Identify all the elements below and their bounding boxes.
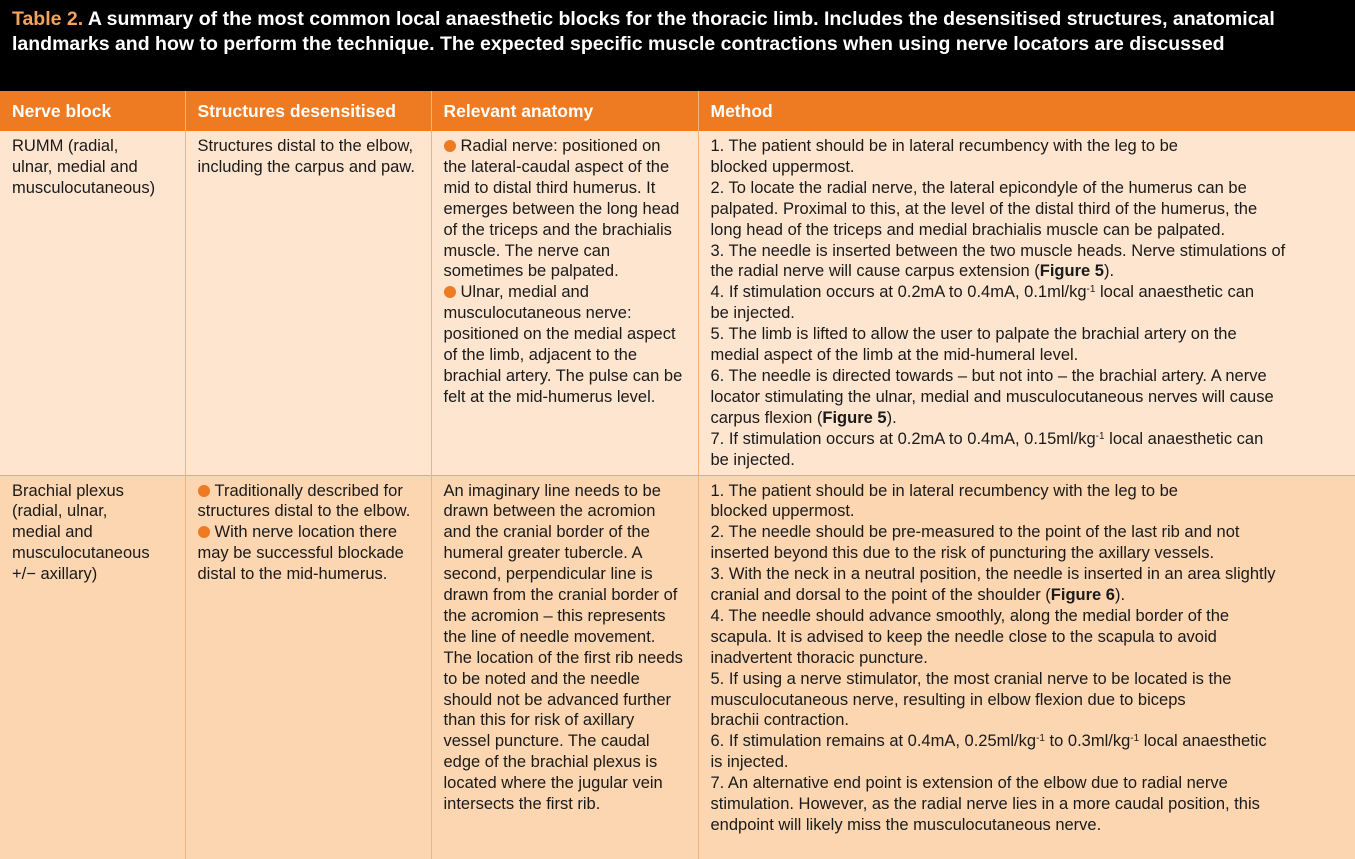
- method-text: is injected.: [710, 753, 789, 772]
- method-text: 1. The patient should be in lateral recumbency with the leg to be: [710, 137, 1178, 155]
- cell-text-line: Brachial plexus: [12, 481, 124, 500]
- superscript-text: -1: [1086, 284, 1096, 296]
- method-line: [711, 481, 1344, 502]
- method-text: 5. If using a nerve stimulator, the most cranial nerve to be located is the: [710, 669, 1232, 688]
- method-line: [711, 261, 1344, 282]
- bullet-icon: [198, 485, 210, 497]
- method-text: 4. The needle should advance smoothly, along the medial border of the: [710, 606, 1230, 625]
- figure-reference: Figure 5: [1039, 262, 1104, 281]
- method-line: [711, 408, 1344, 429]
- method-line: [711, 282, 1344, 303]
- table-row: [0, 131, 1355, 475]
- cell-paragraph: [198, 136, 419, 178]
- method-line: [711, 648, 1344, 669]
- method-text: 3. The needle is inserted between the two muscle heads. Nerve stimulations of: [710, 241, 1286, 260]
- method-line: [711, 178, 1344, 199]
- method-line: [711, 564, 1344, 585]
- method-line: [711, 606, 1344, 627]
- nerve-block-table: [0, 91, 1355, 859]
- header-method: Method: [698, 91, 1355, 131]
- method-line: [711, 731, 1344, 752]
- cell-paragraph: [444, 136, 686, 282]
- method-text: 4. If stimulation occurs at 0.2mA to 0.4mA, 0.1ml/kg: [710, 283, 1087, 302]
- cell-paragraph: [444, 481, 686, 816]
- method-line: [711, 387, 1344, 408]
- method-text: palpated. Proximal to this, at the level of the distal third of the humerus, the: [710, 199, 1258, 218]
- method-text: 7. If stimulation occurs at 0.2mA to 0.4mA, 0.15ml/kg: [710, 429, 1096, 448]
- bullet-icon: [444, 140, 456, 152]
- cell-paragraph: [444, 282, 686, 407]
- cell-text-line: +/− axillary): [12, 565, 98, 584]
- method-line: [711, 324, 1344, 345]
- method-line: [711, 303, 1344, 324]
- paragraph-text: Traditionally described for structures distal to the elbow.: [197, 481, 411, 521]
- cell-paragraph: [198, 481, 419, 523]
- caption-label: Table 2.: [12, 8, 84, 30]
- cell-anatomy: [431, 475, 698, 859]
- method-text: long head of the triceps and medial brachialis muscle can be palpated.: [710, 220, 1226, 239]
- method-text: be injected.: [710, 304, 795, 323]
- paragraph-text: An imaginary line needs to be drawn between the acromion and the cranial border of the humeral greater tubercle. A second, perpendicular line is drawn from the cranial border of the acromion – this represents the line of needle movement. The location of the first rib needs to be noted and the needle should not be advanced further than this for risk of axillary vessel puncture. The caudal edge of the brachial plexus is located where the jugular vein intersects the first rib.: [443, 481, 683, 814]
- cell-structures: [185, 475, 431, 859]
- superscript-text: -1: [1036, 733, 1045, 745]
- paragraph-text: With nerve location there may be successful blockade distal to the mid-humerus.: [197, 523, 404, 584]
- method-line: [711, 773, 1344, 794]
- cell-method: [698, 131, 1355, 475]
- method-text: 6. If stimulation remains at 0.4mA, 0.25ml/kg: [710, 732, 1037, 751]
- method-text: local anaesthetic: [1139, 732, 1267, 751]
- method-text: musculocutaneous nerve, resulting in elbow flexion due to biceps: [710, 690, 1186, 709]
- superscript-text: -1: [1130, 733, 1140, 745]
- method-text: local anaesthetic can: [1095, 283, 1255, 302]
- method-text: be injected.: [710, 450, 795, 469]
- paragraph-text: Ulnar, medial and musculocutaneous nerve: positioned on the medial aspect of the limb, adjacent to the brachial artery. The pulse can be felt at the mid-humerus level.: [443, 283, 683, 406]
- method-line: [711, 241, 1344, 262]
- method-line: [711, 585, 1344, 606]
- table-header-row: [0, 91, 1355, 131]
- method-text: local anaesthetic can: [1104, 429, 1264, 448]
- method-text: 3. With the neck in a neutral position, the needle is inserted in an area slightly: [710, 565, 1276, 584]
- cell-text-line: RUMM (radial,: [12, 137, 119, 155]
- method-line: [711, 752, 1344, 773]
- method-text: carpus flexion (: [710, 408, 823, 427]
- method-text: 7. An alternative end point is extension of the elbow due to radial nerve: [710, 774, 1228, 793]
- method-text: to 0.3ml/kg: [1044, 732, 1131, 751]
- method-line: [711, 794, 1344, 815]
- method-line: [711, 543, 1344, 564]
- header-structures-desensitised: Structures desensitised: [185, 91, 431, 131]
- method-text: blocked uppermost.: [710, 157, 855, 176]
- superscript-text: -1: [1095, 430, 1105, 442]
- method-line: [711, 220, 1344, 241]
- header-nerve-block: Nerve block: [0, 91, 185, 131]
- method-text: brachii contraction.: [710, 711, 849, 730]
- method-line: [711, 627, 1344, 648]
- method-text: the radial nerve will cause carpus extension (: [710, 262, 1040, 281]
- method-text: cranial and dorsal to the point of the shoulder (: [710, 586, 1051, 605]
- header-relevant-anatomy: Relevant anatomy: [431, 91, 698, 131]
- method-text: 1. The patient should be in lateral recumbency with the leg to be: [710, 481, 1178, 500]
- method-text: inserted beyond this due to the risk of puncturing the axillary vessels.: [710, 544, 1215, 563]
- cell-structures: [185, 131, 431, 475]
- figure-reference: Figure 6: [1050, 586, 1115, 605]
- method-text: locator stimulating the ulnar, medial and musculocutaneous nerves will cause: [710, 387, 1274, 406]
- cell-nerve-block: [0, 131, 185, 475]
- paragraph-text: Structures distal to the elbow, including the carpus and paw.: [197, 137, 415, 176]
- cell-paragraph: [198, 522, 419, 585]
- method-line: [711, 522, 1344, 543]
- method-line: [711, 157, 1344, 178]
- method-text: endpoint will likely miss the musculocutaneous nerve.: [710, 816, 1102, 834]
- cell-text-line: musculocutaneous: [12, 544, 150, 563]
- method-line: [711, 136, 1344, 157]
- paragraph-text: Radial nerve: positioned on the lateral-caudal aspect of the mid to distal third humerus. It emerges between the long head of the triceps and the brachialis muscle. The nerve can sometimes be palpated.: [443, 137, 680, 281]
- method-text: stimulation. However, as the radial nerve lies in a more caudal position, this: [710, 795, 1260, 814]
- bullet-icon: [198, 526, 210, 538]
- method-text: 6. The needle is directed towards – but not into – the brachial artery. A nerve: [710, 366, 1267, 385]
- method-text: 5. The limb is lifted to allow the user to palpate the brachial artery on the: [710, 325, 1237, 344]
- method-line: [711, 345, 1344, 366]
- method-text: 2. To locate the radial nerve, the lateral epicondyle of the humerus can be: [710, 178, 1247, 197]
- method-text: inadvertent thoracic puncture.: [710, 648, 928, 667]
- method-line: [711, 199, 1344, 220]
- method-text: ).: [886, 408, 897, 427]
- method-text: scapula. It is advised to keep the needle close to the scapula to avoid: [710, 627, 1217, 646]
- method-line: [711, 669, 1344, 690]
- cell-text-line: ulnar, medial and: [12, 157, 138, 176]
- method-line: [711, 815, 1344, 836]
- method-text: ).: [1114, 586, 1126, 605]
- figure-reference: Figure 5: [822, 408, 887, 427]
- table-caption: [0, 0, 1355, 83]
- cell-nerve-block: [0, 475, 185, 859]
- table-row: [0, 475, 1355, 859]
- cell-text-line: (radial, ulnar,: [12, 502, 108, 521]
- method-line: [711, 429, 1344, 450]
- method-line: [711, 710, 1344, 731]
- caption-text: A summary of the most common local anaesthetic blocks for the thoracic limb. Includes the desensitised structures, anatomical landmarks and how to perform the technique. The expected specific muscle contractions when using nerve locators are discussed: [12, 8, 1275, 55]
- method-text: blocked uppermost.: [710, 502, 855, 521]
- method-line: [711, 501, 1344, 522]
- cell-text-line: medial and: [12, 523, 93, 542]
- bullet-icon: [444, 286, 456, 298]
- method-line: [711, 450, 1344, 471]
- cell-method: [698, 475, 1355, 859]
- method-text: medial aspect of the limb at the mid-humeral level.: [710, 346, 1079, 365]
- method-line: [711, 366, 1344, 387]
- method-text: 2. The needle should be pre-measured to the point of the last rib and not: [710, 523, 1240, 542]
- method-line: [711, 690, 1344, 711]
- method-text: ).: [1103, 262, 1115, 281]
- cell-anatomy: [431, 131, 698, 475]
- cell-text-line: musculocutaneous): [12, 178, 156, 197]
